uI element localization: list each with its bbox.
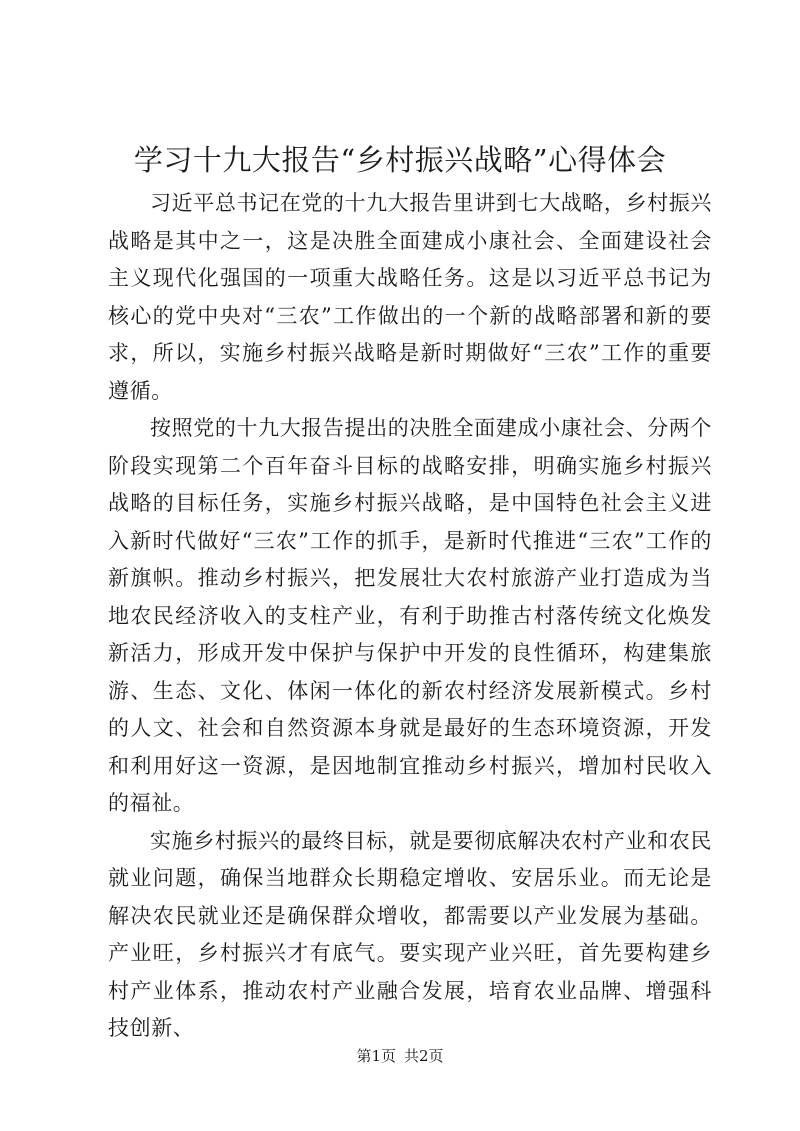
document-body: [108, 185, 712, 1048]
page-total: 共2页: [404, 1047, 444, 1065]
page-number: 第1页: [356, 1047, 396, 1065]
page-footer: [0, 1046, 800, 1066]
paragraph-1: 习近平总书记在党的十九大报告里讲到七大战略，乡村振兴战略是其中之一，这是决胜全面建成小康社会、全面建设社会主义现代化强国的一项重大战略任务。这是以习近平总书记为核心的党中央对“三农”工作做出的一个新的战略部署和新的要求，所以，实施乡村振兴战略是新时期做好“三农”工作的重要遵循。: [108, 191, 712, 403]
paragraph-2: 按照党的十九大报告提出的决胜全面建成小康社会、分两个阶段实现第二个百年奋斗目标的战略安排，明确实施乡村振兴战略的目标任务，实施乡村振兴战略，是中国特色社会主义进入新时代做好“三农”工作的抓手，是新时代推进“三农”工作的新旗帜。推动乡村振兴，把发展壮大农村旅游产业打造成为当地农民经济收入的支柱产业，有利于助推古村落传统文化焕发新活力，形成开发中保护与保护中开发的良性循环，构建集旅游、生态、文化、体闲一体化的新农村经济发展新模式。乡村的人文、社会和自然资源本身就是最好的生态环境资源，开发和利用好这一资源，是因地制宜推动乡村振兴，增加村民收入的福祉。: [108, 416, 712, 815]
paragraph-3: 实施乡村振兴的最终目标，就是要彻底解决农村产业和农民就业问题，确保当地群众长期稳定增收、安居乐业。而无论是解决农民就业还是确保群众增收，都需要以产业发展为基础。产业旺，乡村振兴才有底气。要实现产业兴旺，首先要构建乡村产业体系，推动农村产业融合发展，培育农业品牌、增强科技创新、: [108, 828, 712, 1040]
document-title: 学习十九大报告“乡村振兴战略”心得体会: [133, 143, 667, 177]
